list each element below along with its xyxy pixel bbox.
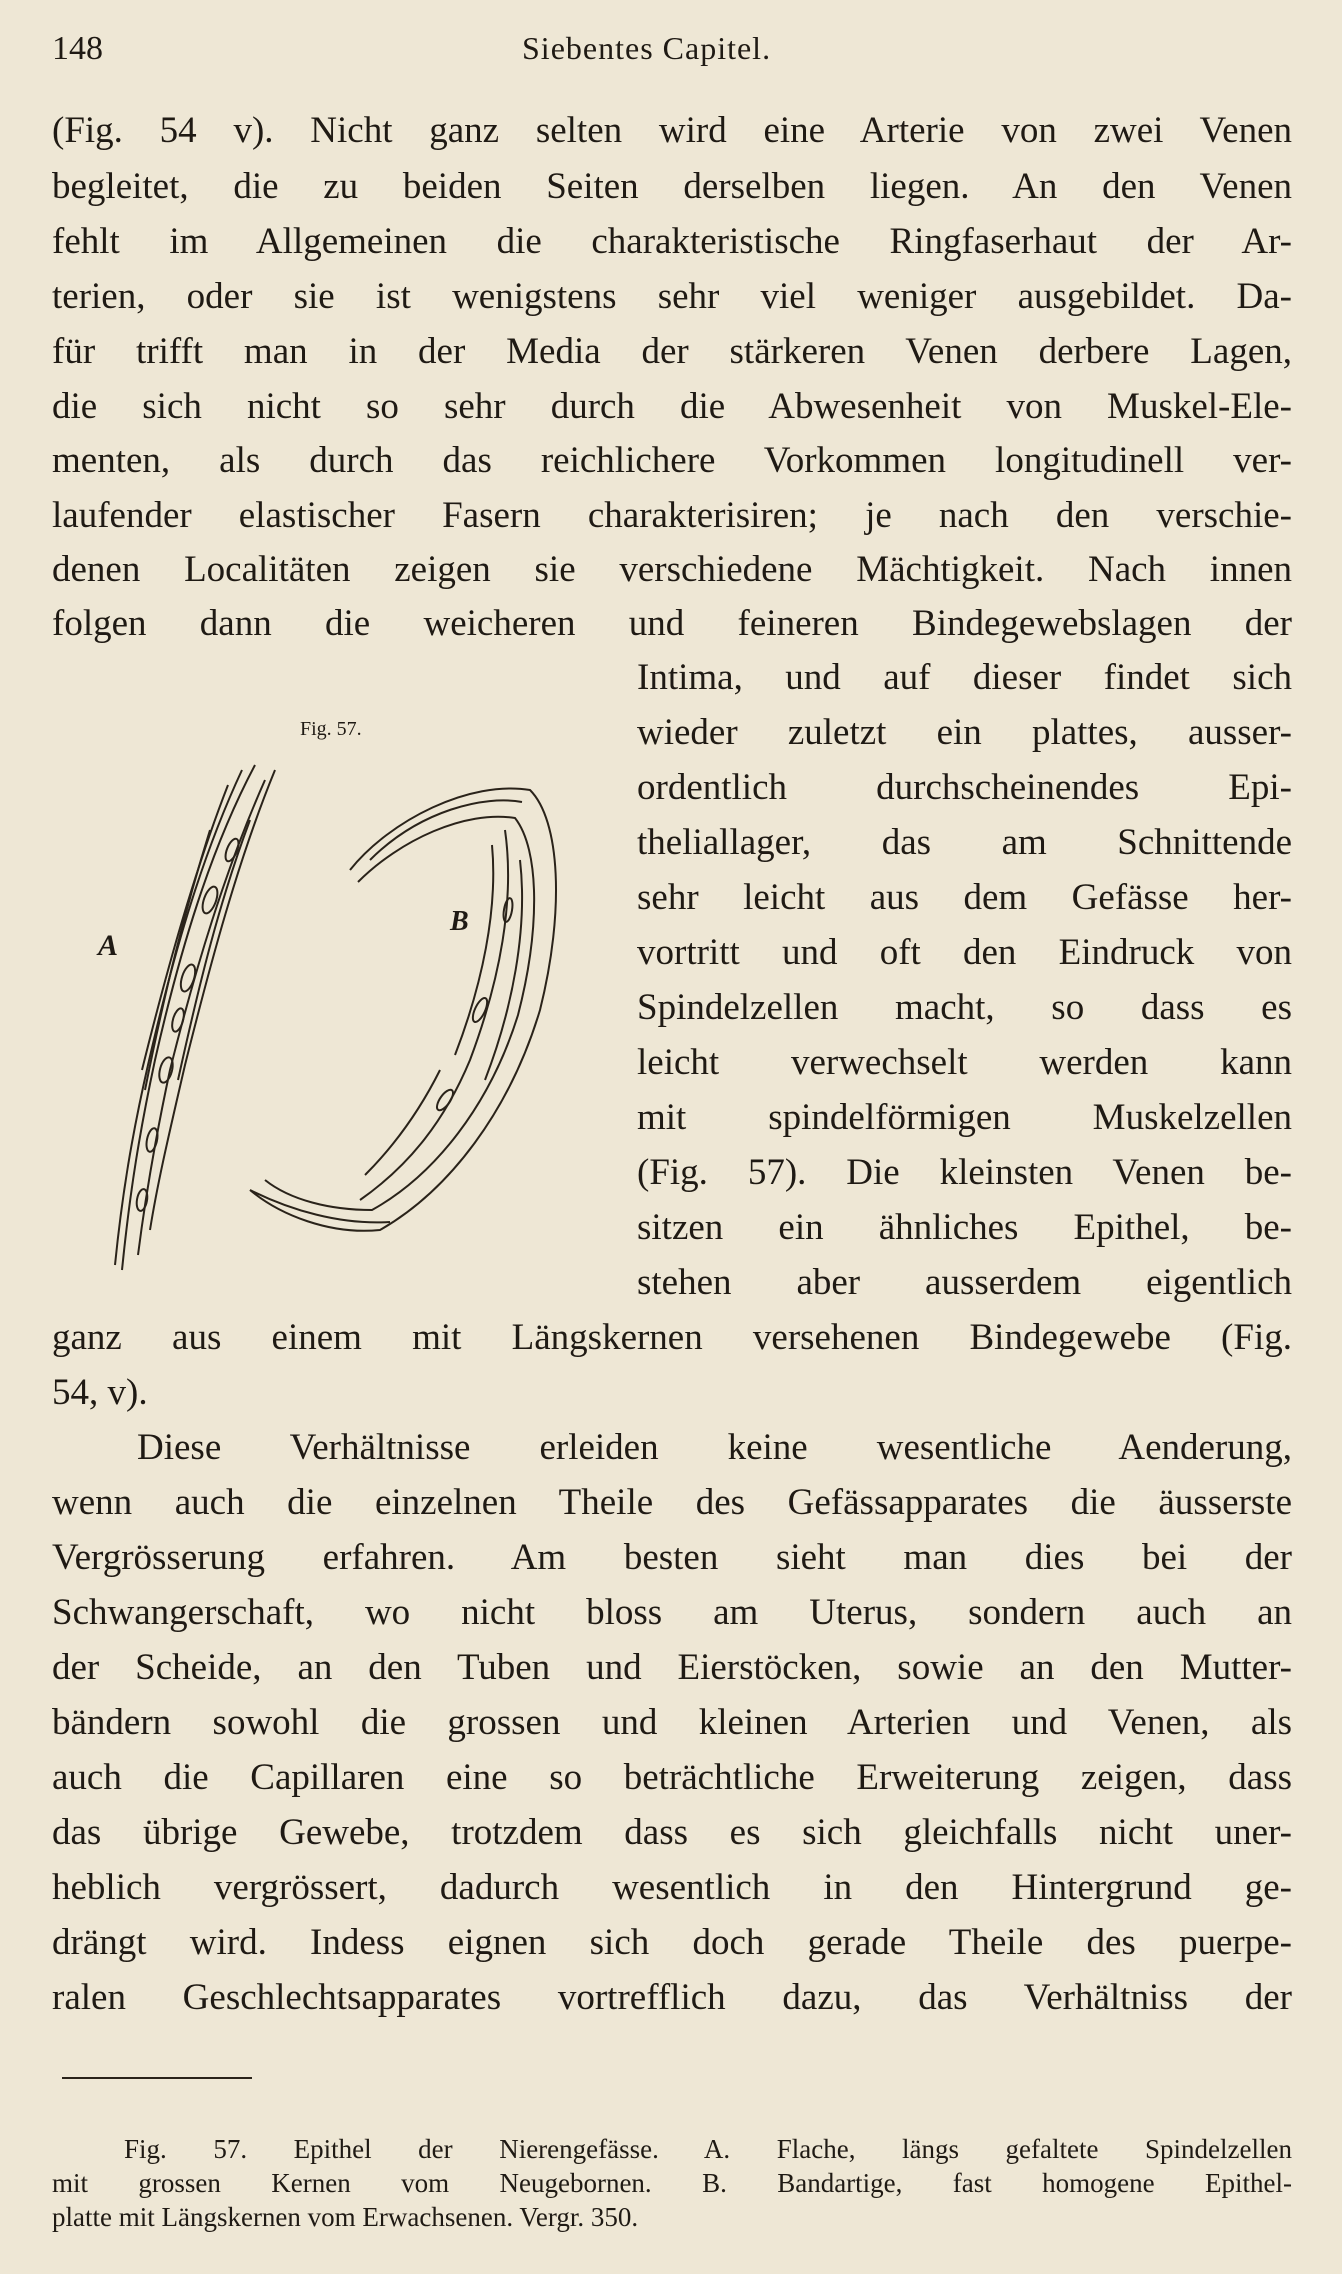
text-line: denen Localitäten zeigen sie verschiedene Mächtigkeit. Nach innen	[52, 549, 1292, 590]
text-line: laufender elastischer Fasern charakterisiren; je nach den verschie-	[52, 495, 1292, 536]
text-line: heblich vergrössert, dadurch wesentlich in den Hintergrund ge-	[52, 1867, 1292, 1908]
text-line: Intima, und auf dieser findet sich	[637, 657, 1292, 698]
text-line: (Fig. 54 v). Nicht ganz selten wird eine Arterie von zwei Venen	[52, 110, 1292, 151]
text-line: (Fig. 57). Die kleinsten Venen be-	[637, 1152, 1292, 1193]
text-line: ralen Geschlechtsapparates vortrefflich dazu, das Verhältniss der	[52, 1977, 1292, 2018]
text-line: Diese Verhältnisse erleiden keine wesentliche Aenderung,	[137, 1427, 1292, 1468]
figure-label-b: B	[450, 906, 469, 937]
text-line: der Scheide, an den Tuben und Eierstöcken, sowie an den Mutter-	[52, 1647, 1292, 1688]
text-line: für trifft man in der Media der stärkeren Venen derbere Lagen,	[52, 331, 1292, 372]
text-line: fehlt im Allgemeinen die charakteristische Ringfaserhaut der Ar-	[52, 221, 1292, 262]
figure-caption-line: Fig. 57. Epithel der Nierengefässe. A. Flache, längs gefaltete Spindelzellen	[124, 2134, 1292, 2164]
text-line: sehr leicht aus dem Gefässe her-	[637, 877, 1292, 918]
text-line: ganz aus einem mit Längskernen versehenen Bindegewebe (Fig.	[52, 1317, 1292, 1358]
text-line: Schwangerschaft, wo nicht bloss am Uterus, sondern auch an	[52, 1592, 1292, 1633]
page-number: 148	[52, 30, 103, 67]
text-line: auch die Capillaren eine so beträchtliche Erweiterung zeigen, dass	[52, 1757, 1292, 1798]
text-line: wenn auch die einzelnen Theile des Gefässapparates die äusserste	[52, 1482, 1292, 1523]
figure-label-a: A	[98, 929, 119, 962]
text-line: vortritt und oft den Eindruck von	[637, 932, 1292, 973]
text-line: ordentlich durchscheinendes Epi-	[637, 767, 1292, 808]
text-line: mit spindelförmigen Muskelzellen	[637, 1097, 1292, 1138]
text-line: leicht verwechselt werden kann	[637, 1042, 1292, 1083]
figure-caption-line: mit grossen Kernen vom Neugebornen. B. Bandartige, fast homogene Epithel-	[52, 2168, 1292, 2198]
figure-57	[60, 710, 620, 1300]
text-line: die sich nicht so sehr durch die Abwesenheit von Muskel-Ele-	[52, 386, 1292, 427]
page-header	[52, 30, 1292, 80]
figure-57-illustration	[60, 710, 620, 1300]
text-line: bändern sowohl die grossen und kleinen Arterien und Venen, als	[52, 1702, 1292, 1743]
text-line: stehen aber ausserdem eigentlich	[637, 1262, 1292, 1303]
text-line: folgen dann die weicheren und feineren Bindegewebslagen der	[52, 603, 1292, 644]
text-line: Spindelzellen macht, so dass es	[637, 987, 1292, 1028]
text-line: drängt wird. Indess eignen sich doch gerade Theile des puerpe-	[52, 1922, 1292, 1963]
text-line: terien, oder sie ist wenigstens sehr viel weniger ausgebildet. Da-	[52, 276, 1292, 317]
running-head: Siebentes Capitel.	[522, 30, 772, 66]
text-line: begleitet, die zu beiden Seiten derselben liegen. An den Venen	[52, 166, 1292, 207]
text-line: 54, v).	[52, 1372, 148, 1413]
text-line: theliallager, das am Schnittende	[637, 822, 1292, 863]
figure-label: Fig. 57.	[300, 718, 362, 740]
text-line: menten, als durch das reichlichere Vorkommen longitudinell ver-	[52, 440, 1292, 481]
figure-caption-line: platte mit Längskernen vom Erwachsenen. Vergr. 350.	[52, 2202, 639, 2232]
footnote-rule	[62, 2077, 252, 2079]
text-line: wieder zuletzt ein plattes, ausser-	[637, 712, 1292, 753]
text-line: Vergrösserung erfahren. Am besten sieht man dies bei der	[52, 1537, 1292, 1578]
text-line: das übrige Gewebe, trotzdem dass es sich gleichfalls nicht uner-	[52, 1812, 1292, 1853]
text-line: sitzen ein ähnliches Epithel, be-	[637, 1207, 1292, 1248]
